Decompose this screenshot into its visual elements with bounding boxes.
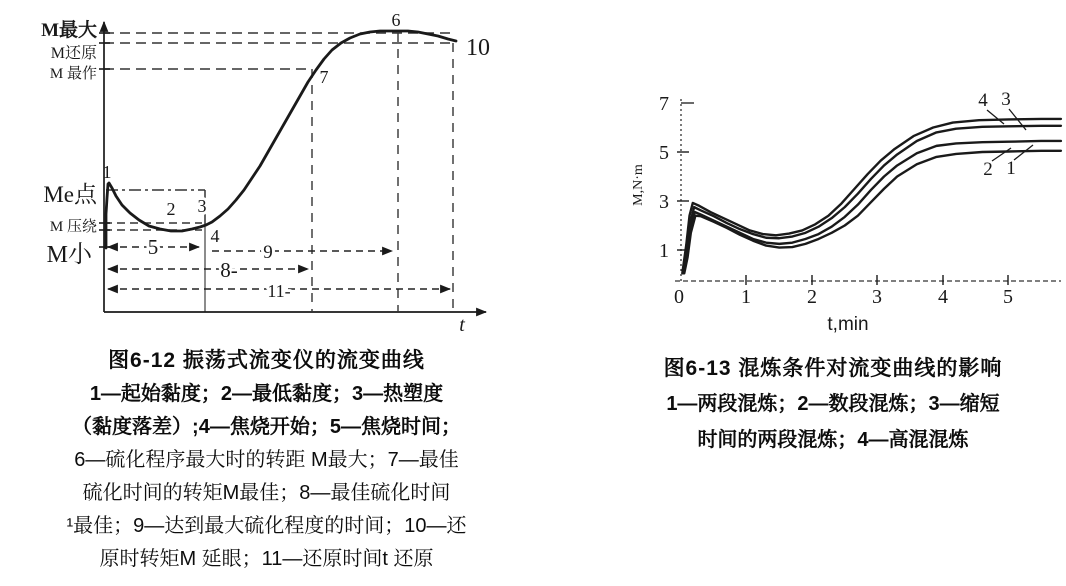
curve-series-2 bbox=[684, 141, 1061, 273]
level-label-m-restore: M还原 bbox=[50, 45, 97, 62]
dim-label-11: 11- bbox=[267, 281, 291, 301]
rheology-curve bbox=[106, 31, 456, 248]
ytick-3: 3 bbox=[659, 191, 669, 213]
fig-6-13-caption-line: 时间的两段混炼；4—高混混炼 bbox=[697, 429, 969, 451]
fig-6-12-caption-line: 6—硫化程序最大时的转距 M最大；7—最佳 bbox=[74, 449, 459, 471]
xtick-4: 4 bbox=[938, 286, 948, 308]
fig-6-12-caption-line: 1—起始黏度；2—最低黏度；3—热塑度 bbox=[89, 383, 444, 405]
ytick-7: 7 bbox=[659, 93, 669, 115]
point-label-1: 1 bbox=[102, 162, 112, 182]
point-label-4: 4 bbox=[210, 226, 220, 246]
point-label-2: 2 bbox=[166, 199, 176, 219]
xtick-3: 3 bbox=[872, 286, 882, 308]
fig-6-12-caption-title: 图6-12 振荡式流变仪的流变曲线 bbox=[108, 349, 425, 372]
ytick-5: 5 bbox=[659, 142, 669, 164]
xtick-2: 2 bbox=[807, 286, 817, 308]
ytick-1: 1 bbox=[659, 240, 669, 262]
fig-6-12-caption-line: ¹最佳；9—达到最大硫化程度的时间；10—还 bbox=[66, 515, 467, 537]
dim-label-5: 5 bbox=[147, 235, 159, 259]
fig-6-12-caption-line: 硫化时间的转矩M最佳；8—最佳硫化时间 bbox=[82, 482, 451, 504]
level-label-m-yarao: M 压绕 bbox=[49, 219, 97, 235]
curve-label-3: 3 bbox=[1001, 89, 1011, 110]
fig-6-12-caption-line: 原时转矩M 延眼；11—还原时间t 还原 bbox=[99, 548, 434, 570]
fig-6-13-plot bbox=[615, 85, 1066, 345]
fig-6-12-caption-line: （黏度落差）;4—焦烧开始；5—焦烧时间； bbox=[72, 416, 461, 438]
point-label-7: 7 bbox=[319, 67, 329, 87]
fig-6-13-caption-line: 1—两段混炼；2—数段混炼；3—缩短 bbox=[666, 393, 1000, 415]
point-label-3: 3 bbox=[197, 196, 207, 216]
level-label-m-max: M最大 bbox=[41, 20, 97, 41]
fig-6-13-caption-title: 图6-13 混炼条件对流变曲线的影响 bbox=[663, 357, 1003, 380]
xtick-1: 1 bbox=[741, 286, 751, 308]
dim-label-8: 8- bbox=[220, 258, 238, 282]
dim-label-9: 9 bbox=[263, 242, 273, 263]
x-axis-label: t,min bbox=[827, 314, 869, 335]
level-label-me-point: Me点 bbox=[43, 182, 97, 207]
xtick-0: 0 bbox=[674, 286, 684, 308]
fig-6-13-caption bbox=[600, 352, 1066, 458]
x-axis-label-t: t bbox=[459, 314, 465, 336]
fig-6-12-plot bbox=[0, 0, 533, 340]
level-label-m-min: M小 bbox=[46, 242, 92, 268]
level-label-m-optimum: M 最作 bbox=[49, 66, 97, 82]
point-label-6: 6 bbox=[391, 10, 401, 30]
curve-label-2: 2 bbox=[983, 159, 993, 180]
y-axis-label: M,N·m bbox=[631, 164, 646, 206]
xtick-5: 5 bbox=[1003, 286, 1013, 308]
point-label-10: 10 bbox=[466, 35, 490, 61]
curve-label-1: 1 bbox=[1006, 158, 1016, 179]
curve-label-4: 4 bbox=[978, 90, 988, 111]
fig-6-12-caption bbox=[0, 344, 533, 576]
